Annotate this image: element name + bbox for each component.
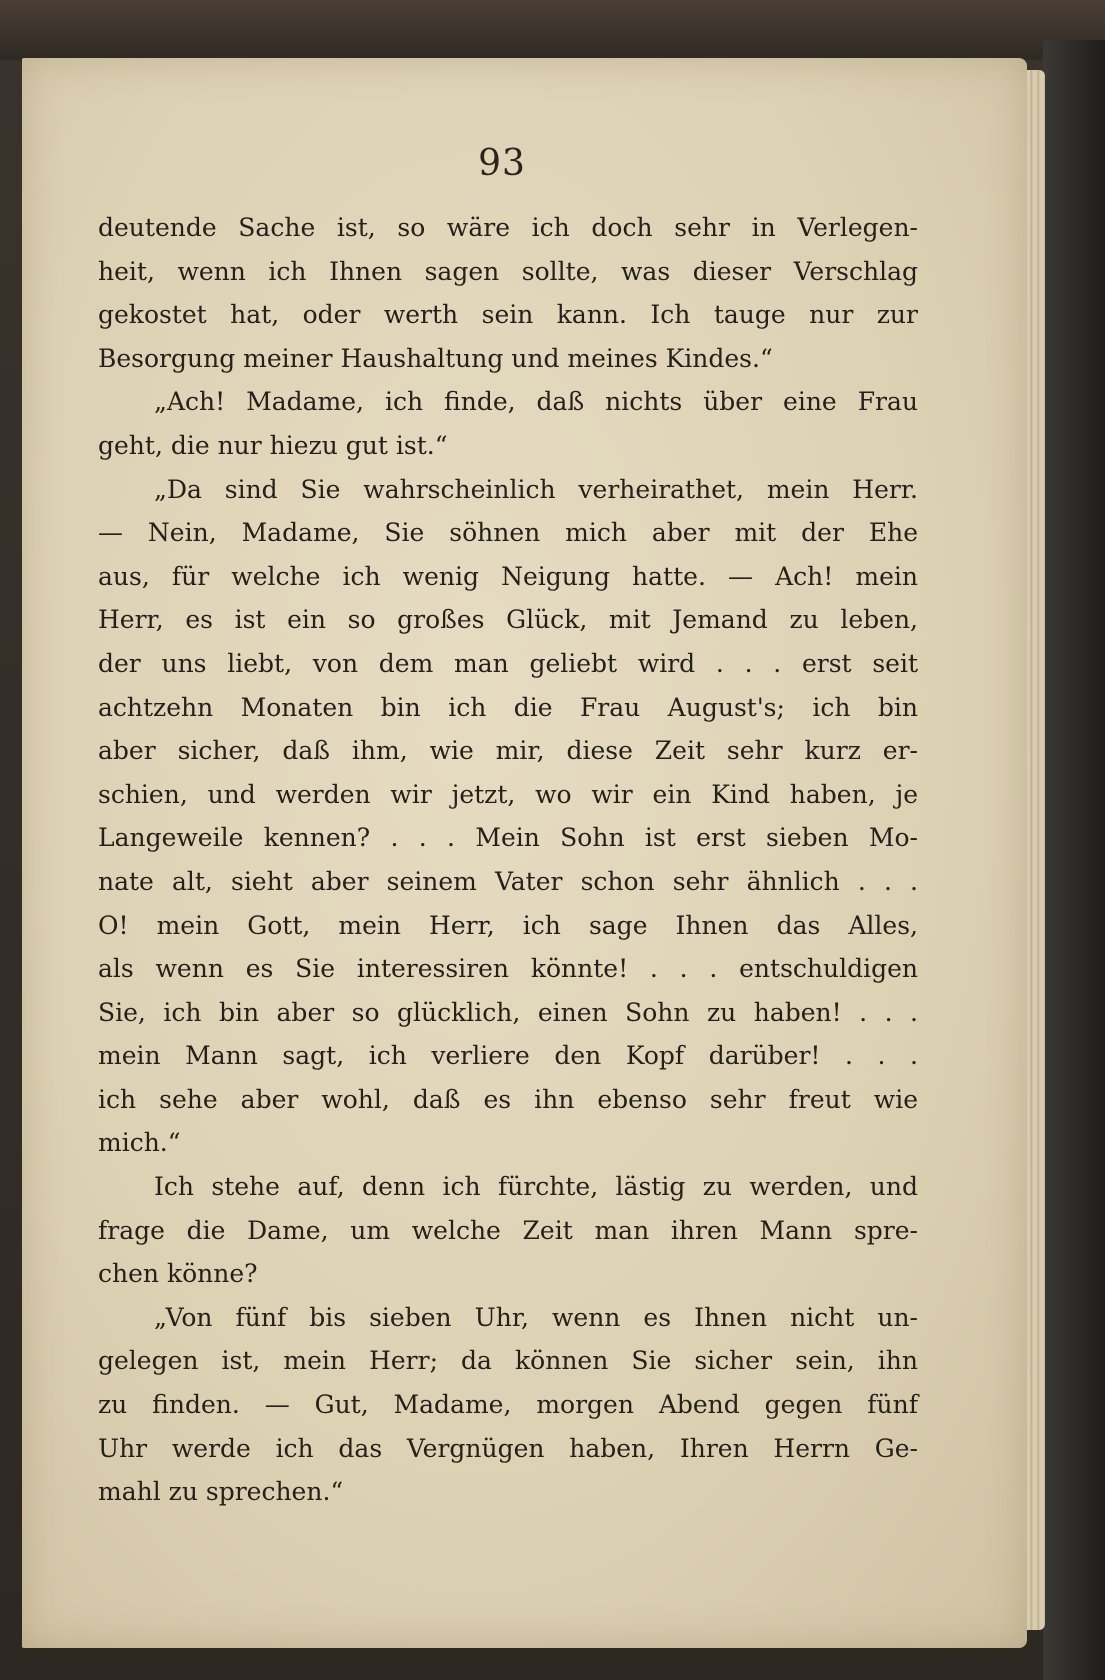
- text-line: heit, wenn ich Ihnen sagen sollte, was dieser Verschlag: [98, 256, 918, 286]
- text-line: zu finden. — Gut, Madame, morgen Abend gegen fünf: [98, 1390, 918, 1420]
- text-line: mahl zu sprechen.“: [98, 1477, 344, 1507]
- text-line: Herr, es ist ein so großes Glück, mit Jemand zu leben,: [98, 605, 918, 635]
- text-line: ich sehe aber wohl, daß es ihn ebenso sehr freut wie: [98, 1084, 918, 1114]
- text-line: O! mein Gott, mein Herr, ich sage Ihnen das Alles,: [98, 910, 918, 940]
- text-line: gelegen ist, mein Herr; da können Sie sicher sein, ihn: [98, 1346, 918, 1376]
- page-number: 93: [478, 143, 526, 184]
- page-text-block: [98, 206, 918, 1514]
- text-line: Uhr werde ich das Vergnügen haben, Ihren Herrn Ge-: [98, 1433, 918, 1463]
- book-page: [22, 58, 1027, 1648]
- text-line: Sie, ich bin aber so glücklich, einen Sohn zu haben! . . .: [98, 997, 918, 1027]
- text-line: der uns liebt, von dem man geliebt wird . . . erst seit: [98, 648, 918, 678]
- text-line: gekostet hat, oder werth sein kann. Ich tauge nur zur: [98, 300, 918, 330]
- text-line: als wenn es Sie interessiren könnte! . . . entschuldigen: [98, 954, 918, 984]
- book-cover-right-edge: [1043, 40, 1105, 1680]
- text-line: — Nein, Madame, Sie söhnen mich aber mit der Ehe: [98, 518, 918, 548]
- text-line: Besorgung meiner Haushaltung und meines Kindes.“: [98, 343, 773, 373]
- book-cover-top-edge: [0, 0, 1105, 60]
- text-line: „Von fünf bis sieben Uhr, wenn es Ihnen nicht un-: [154, 1302, 918, 1332]
- text-line: aus, für welche ich wenig Neigung hatte. — Ach! mein: [98, 561, 918, 591]
- text-line: „Ach! Madame, ich finde, daß nichts über eine Frau: [154, 387, 918, 417]
- text-line: achtzehn Monaten bin ich die Frau August's; ich bin: [98, 692, 918, 722]
- text-line: Ich stehe auf, denn ich fürchte, lästig zu werden, und: [154, 1172, 918, 1202]
- text-line: „Da sind Sie wahrscheinlich verheirathet, mein Herr.: [154, 474, 918, 504]
- text-line: aber sicher, daß ihm, wie mir, diese Zeit sehr kurz er-: [98, 736, 918, 766]
- text-line: mich.“: [98, 1128, 181, 1158]
- text-line: frage die Dame, um welche Zeit man ihren Mann spre-: [98, 1215, 918, 1245]
- text-line: mein Mann sagt, ich verliere den Kopf darüber! . . .: [98, 1041, 918, 1071]
- text-line: schien, und werden wir jetzt, wo wir ein Kind haben, je: [98, 779, 918, 809]
- text-line: chen könne?: [98, 1259, 258, 1289]
- text-line: deutende Sache ist, so wäre ich doch sehr in Verlegen-: [98, 213, 918, 242]
- text-line: geht, die nur hiezu gut ist.“: [98, 430, 448, 460]
- text-line: nate alt, sieht aber seinem Vater schon sehr ähnlich . . .: [98, 866, 918, 896]
- text-line: Langeweile kennen? . . . Mein Sohn ist erst sieben Mo-: [98, 823, 918, 853]
